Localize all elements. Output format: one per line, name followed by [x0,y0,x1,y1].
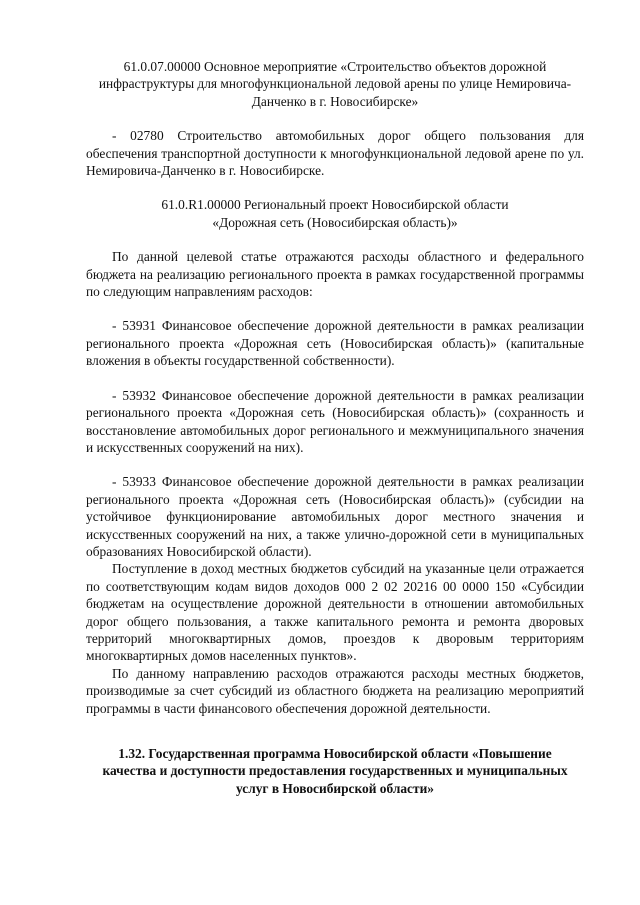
paragraph-direction: По данному направлению расходов отражаются расходы местных бюджетов, производимые за счет субсидий из областного бюджета на реализацию мероприятий программы в части финансового обеспечения дорожной деятельности. [86,665,584,716]
document-page [86,58,584,797]
paragraph-53933: - 53933 Финансовое обеспечение дорожной деятельности в рамках реализации регионального проекта «Дорожная сеть (Новосибирская область)» (субсидии на устойчивое функционирование автомобильных дорог местного значения и искусственных сооружений на них, а также улично-дорожной сети в муниципальных образованиях Новосибирской области). [86,474,584,559]
paragraph-53932: - 53932 Финансовое обеспечение дорожной деятельности в рамках реализации регионального проекта «Дорожная сеть (Новосибирская область)» (сохранность и восстановление автомобильных дорог регионального и межмуниципального значения и искусственных сооружений на них). [86,387,584,455]
heading-event-61-0-07: 61.0.07.00000 Основное мероприятие «Строительство объектов дорожной инфраструктуры для многофункциональной ледовой арены по улице Немировича-Данченко в г. Новосибирске» [98,59,572,109]
paragraph-53931: - 53931 Финансовое обеспечение дорожной деятельности в рамках реализации регионального проекта «Дорожная сеть (Новосибирская область)» (капитальные вложения в объекты государственной собственности). [86,318,584,369]
paragraph-income: Поступление в доход местных бюджетов субсидий на указанные цели отражается по соответствующим кодам видов доходов 000 2 02 20216 00 0000 150 «Субсидии бюджетам на осуществление дорожной деятельности в отношении автомобильных дорог общего пользования, а также капитального ремонта и ремонта дворовых территорий многоквартирных домов, проездов к дворовым территориям многоквартирных домов населенных пунктов». [86,561,584,664]
heading-project-61-0-r1: 61.0.R1.00000 Региональный проект Новосибирской области «Дорожная сеть (Новосибирская область)» [161,197,509,230]
section-title-1-32: 1.32. Государственная программа Новосибирской области «Повышение качества и доступности предоставления государственных и муниципальных услуг в Новосибирской области» [102,746,568,796]
paragraph-intro: По данной целевой статье отражаются расходы областного и федерального бюджета на реализацию регионального проекта в рамках государственной программы по следующим направлениям расходов: [86,249,584,300]
paragraph-02780: - 02780 Строительство автомобильных дорог общего пользования для обеспечения транспортной доступности к многофункциональной ледовой арене по ул. Немировича-Данченко в г. Новосибирске. [86,128,584,179]
